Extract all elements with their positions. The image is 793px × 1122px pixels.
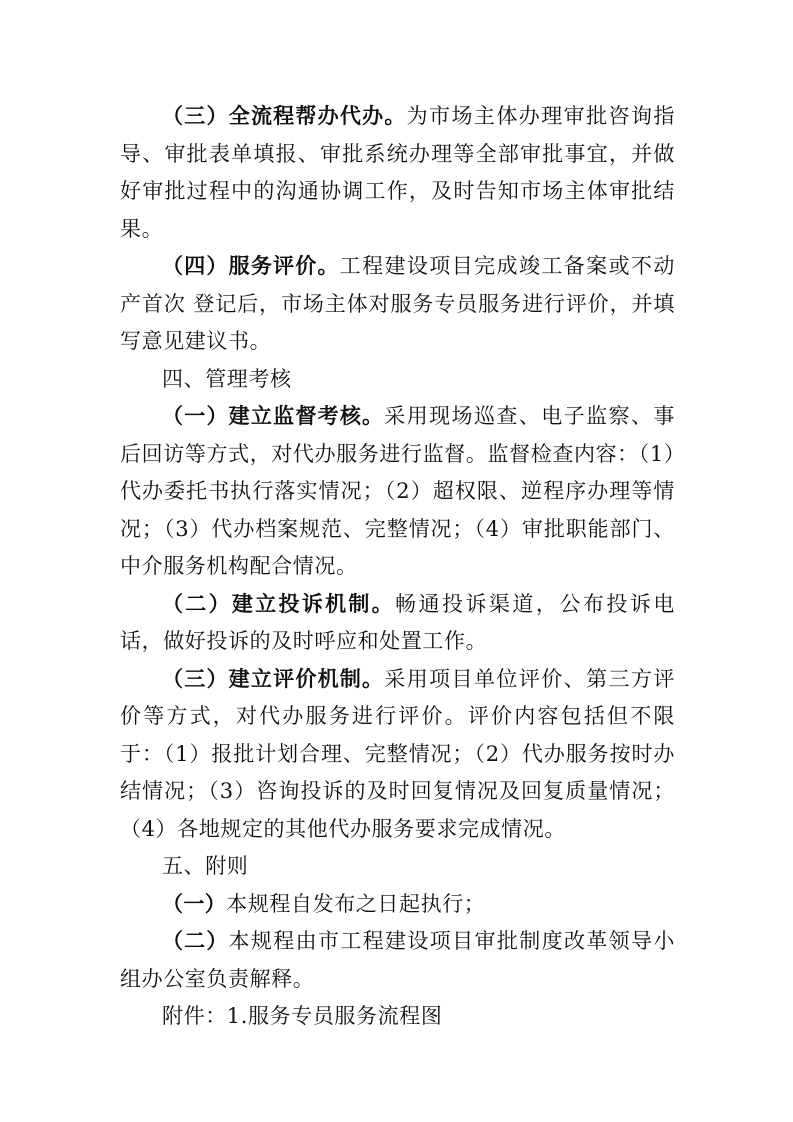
- section-heading-management: 四、管理考核: [162, 366, 292, 391]
- attachment-line: 附件：1.服务专员服务流程图: [162, 1004, 443, 1028]
- paragraph-text: 为市场主体办理审批咨询指导、审批表单填报、审批系统办理等全部审批事宜，并做好审批过程中的沟通协调工作，及时告知市场主体审批结果。: [120, 104, 676, 241]
- paragraph-text: 工程建设项目完成竣工备案或不动产首次 登记后，市场主体对服务专员服务进行评价，并填写意见建议书。: [120, 254, 675, 353]
- paragraph-text: 采用现场巡查、电子监察、事后回访等方式，对代办服务进行监督。监督检查内容：（1）代办委托书执行落实情况；（2）超权限、逆程序办理等情况；（3）代办档案规范、完整情况；（4）审批职能部门、中介服务机构配合情况。: [120, 404, 676, 578]
- paragraph-effective-date: [120, 886, 675, 924]
- paragraph-lead: （三）建立评价机制。: [162, 666, 385, 691]
- paragraph-service-evaluation: [120, 248, 675, 361]
- paragraph-text: 采用项目单位评价、第三方评价等方式，对代办服务进行评价。评价内容包括但不限于：（1）报批计划合理、完整情况；（2）代办服务按时办结情况；（3）咨询投诉的及时回复情况及回复质量情况；（4）各地规定的其他代办服务要求完成情况。: [120, 666, 676, 841]
- paragraph-full-process-agency: [120, 98, 675, 248]
- document-body: [120, 98, 675, 1036]
- paragraph-interpretation: [120, 923, 675, 998]
- paragraph-lead: （二）: [162, 929, 229, 953]
- paragraph-text: 畅通投诉渠道，公布投诉电话，做好投诉的及时呼应和处置工作。: [120, 591, 675, 653]
- paragraph-text: 本规程自发布之日起执行；: [226, 891, 486, 916]
- section-heading-supplementary: 五、附则: [162, 854, 249, 878]
- paragraph-lead: （三）全流程帮办代办。: [162, 104, 407, 128]
- paragraph-complaint-mechanism: [120, 586, 675, 661]
- paragraph-lead: （二）建立投诉机制。: [162, 591, 395, 616]
- paragraph-lead: （一）建立监督考核。: [162, 404, 385, 428]
- paragraph-lead: （一）: [162, 891, 227, 916]
- paragraph-lead: （四）服务评价。: [162, 254, 340, 278]
- paragraph-supervision: [120, 398, 675, 586]
- paragraph-evaluation-mechanism: [120, 661, 675, 849]
- paragraph-text: 本规程由市工程建设项目审批制度改革领导小组办公室负责解释。: [120, 929, 676, 991]
